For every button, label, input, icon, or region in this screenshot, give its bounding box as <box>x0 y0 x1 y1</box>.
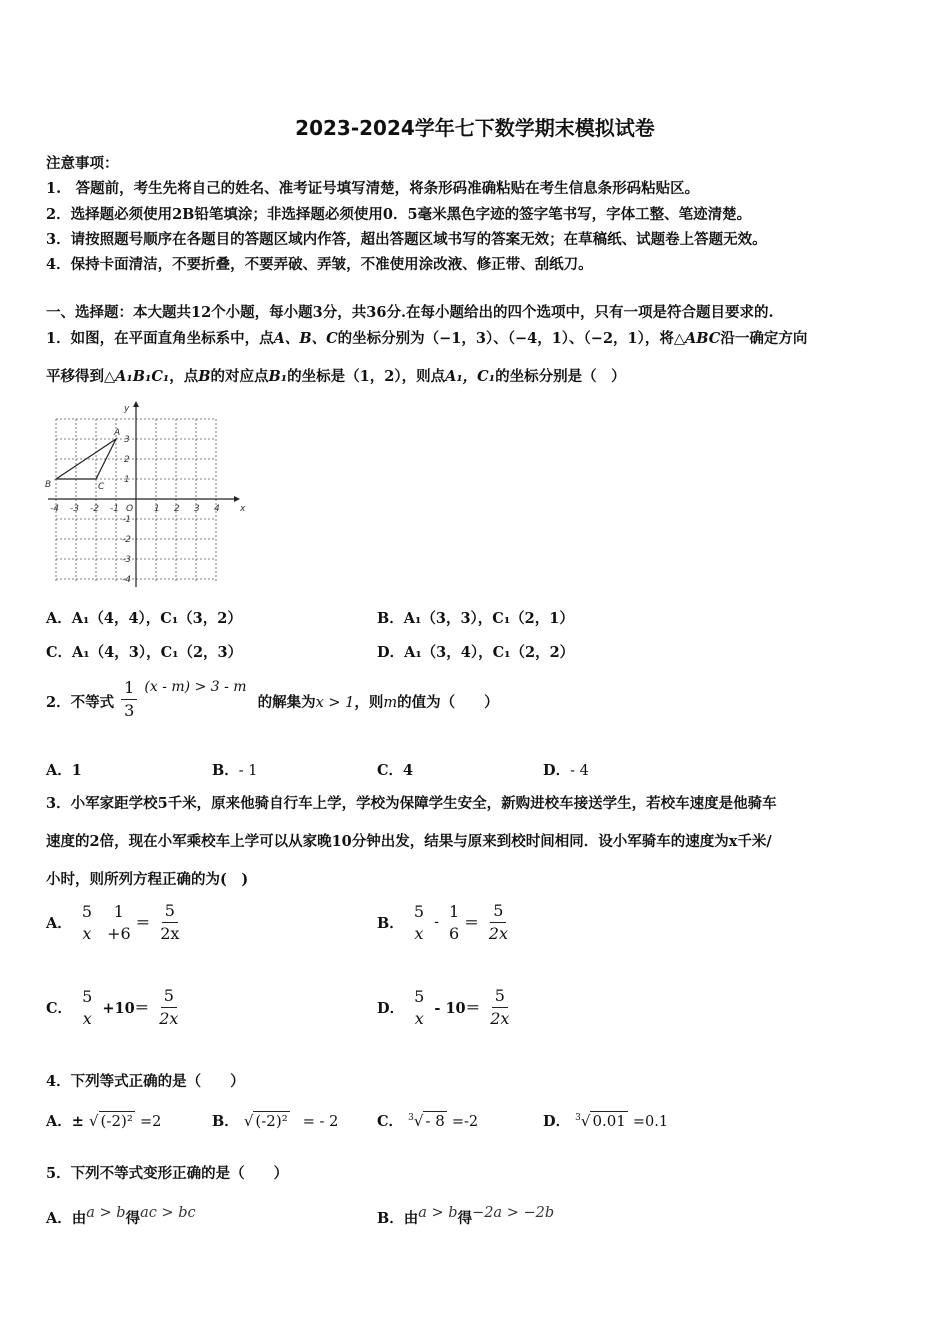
q2-option-c[interactable]: C．4 <box>377 762 414 779</box>
notice-item-2: 2．选择题必须使用2B铅笔填涂；非选择题必须使用0．5毫米黑色字迹的签字笔书写，字体工整、笔迹清楚。 <box>46 206 752 223</box>
y-tick: 3 <box>124 435 130 445</box>
point-label-c: C <box>98 482 105 492</box>
sqrt-icon: √ (-2)² <box>243 1112 288 1130</box>
y-tick: -2 <box>122 535 131 545</box>
q2-fraction: $\frac{1}{3}$ <box>121 677 137 722</box>
y-tick: -1 <box>122 515 131 525</box>
cube-root-icon: $^3$√ - 8 <box>408 1112 445 1130</box>
origin-label: O <box>126 504 134 514</box>
q3-stem-line3: 小时，则所列方程正确的为( ) <box>46 871 249 888</box>
q4-stem: 4．下列等式正确的是（ ） <box>46 1073 245 1090</box>
q3-option-d[interactable]: D． 5 x - 10＝ $\frac{5}{2x}$ <box>377 986 510 1028</box>
q2-option-b[interactable]: B．- 1 <box>212 762 258 779</box>
x-tick: 4 <box>214 504 220 514</box>
q5-stem: 5．下列不等式变形正确的是（ ） <box>46 1165 289 1182</box>
x-tick: 1 <box>154 504 160 514</box>
cube-root-icon: $^3$√ 0.01 <box>575 1112 626 1130</box>
x-tick: -3 <box>70 504 79 514</box>
q3-stem-line2: 速度的2倍，现在小军乘校车上学可以从家晚10分钟出发，结果与原来到校时间相同．设小军骑车的速度为x千米/ <box>46 833 772 850</box>
y-tick: -3 <box>122 555 131 565</box>
sqrt-icon: √ (-2)² <box>88 1112 133 1130</box>
y-tick: 1 <box>124 475 130 485</box>
notice-item-1: 1. 答题前，考生先将自己的姓名、准考证号填写清楚，将条形码准确粘贴在考生信息条形码粘贴区。 <box>46 180 700 197</box>
q4-option-a[interactable]: A．± √ (-2)² =2 <box>46 1112 162 1130</box>
q1-option-d[interactable]: D．A₁（3，4），C₁（2，2） <box>377 644 575 661</box>
q4-option-d[interactable]: D． $^3$√ 0.01 =0.1 <box>543 1112 669 1130</box>
x-tick: 2 <box>174 504 180 514</box>
y-axis-arrow-icon <box>133 401 139 407</box>
q3-option-b[interactable]: B． 5 x - 1 6 ＝ $\frac{5}{2x}$ <box>377 901 508 943</box>
page-title: 2023-2024学年七下数学期末模拟试卷 <box>295 116 655 140</box>
x-axis-label: x <box>240 504 246 514</box>
x-axis-arrow-icon <box>234 496 240 502</box>
q2-option-a[interactable]: A．1 <box>46 762 82 779</box>
x-tick: -4 <box>50 504 59 514</box>
q2-stem: 2．不等式 $\frac{1}{3}$ (x - m) > 3 - m 的解集为x > 1，则m的值为（ ） <box>46 678 499 720</box>
x-tick-labels <box>50 504 220 514</box>
notice-heading: 注意事项： <box>46 155 119 172</box>
section-heading: 一、选择题：本大题共12个小题，每小题3分，共36分.在每小题给出的四个选项中，只有一项是符合题目要求的. <box>46 304 774 321</box>
q1-coordinate-graph <box>44 397 244 589</box>
x-tick: -2 <box>90 504 99 514</box>
q1-option-b[interactable]: B．A₁（3，3），C₁（2，1） <box>377 610 574 627</box>
q4-option-b[interactable]: B． √ (-2)² = - 2 <box>212 1112 339 1130</box>
q5-option-b[interactable]: B．由a > b得−2a > −2b <box>377 1205 555 1227</box>
y-tick: 2 <box>124 455 130 465</box>
notice-item-4: 4．保持卡面清洁，不要折叠，不要弄破、弄皱，不准使用涂改液、修正带、刮纸刀。 <box>46 256 593 273</box>
notice-item-3: 3．请按照题号顺序在各题目的答题区域内作答，超出答题区域书写的答案无效；在草稿纸、试题卷上答题无效。 <box>46 231 767 248</box>
q1-stem-line2: 平移得到△A₁B₁C₁，点B的对应点B₁的坐标是（1，2），则点A₁，C₁的坐标分别是（ ） <box>46 368 626 385</box>
q1-option-c[interactable]: C．A₁（4，3），C₁（2，3） <box>46 644 243 661</box>
y-axis-label: y <box>124 404 130 414</box>
y-tick: -4 <box>122 575 131 585</box>
q3-stem-line1: 3．小军家距学校5千米，原来他骑自行车上学，学校为保障学生安全，新购进校车接送学生，若校车速度是他骑车 <box>46 795 777 812</box>
q4-option-c[interactable]: C． $^3$√ - 8 =-2 <box>377 1112 479 1130</box>
q5-option-a[interactable]: A．由a > b得ac > bc <box>46 1205 196 1227</box>
q3-option-c[interactable]: C． 5 x +10＝ $\frac{5}{2x}$ <box>46 986 179 1028</box>
x-tick: 3 <box>194 504 200 514</box>
q2-option-d[interactable]: D．- 4 <box>543 762 589 779</box>
q3-option-a[interactable]: A． 5 x 1 +6 ＝ $\frac{5}{2x}$ <box>46 901 180 943</box>
q1-option-a[interactable]: A．A₁（4，4），C₁（3，2） <box>46 610 242 627</box>
point-label-b: B <box>45 480 52 490</box>
q1-stem-line1: 1．如图，在平面直角坐标系中，点A、B、C的坐标分别为（−1，3）、（−4，1）、（−2，1），将△ABC沿一确定方向 <box>46 330 808 347</box>
point-label-a: A <box>114 428 121 438</box>
x-tick: -1 <box>110 504 119 514</box>
